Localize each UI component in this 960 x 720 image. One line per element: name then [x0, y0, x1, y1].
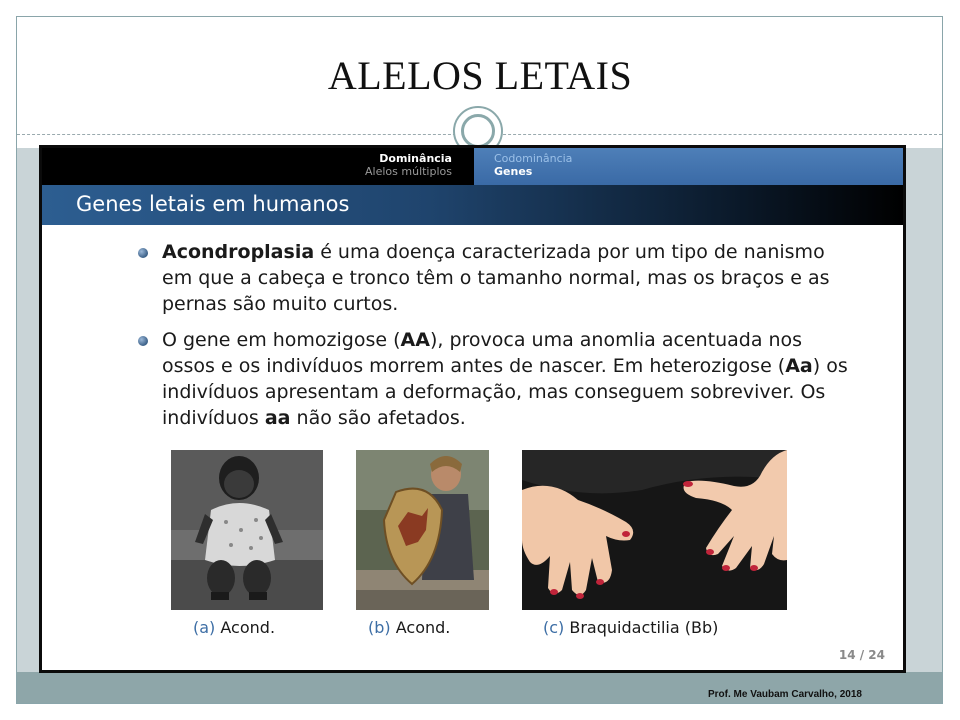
figure-caption-c — [543, 618, 718, 637]
bullet-text: é uma doença caracterizada por um tipo de nanismo em que a cabeça e tronco têm o tamanho normal, mas os braços e as pernas são muito curtos. — [162, 241, 830, 315]
nav-link-genes[interactable]: Genes — [494, 165, 533, 178]
nav-link-codominancia[interactable]: Codominância — [494, 152, 573, 165]
figure-caption-text: Braquidactilia (Bb) — [569, 618, 719, 637]
bullet-icon — [138, 248, 148, 258]
frame-title-bar — [42, 185, 903, 225]
bullet-item-homozigose — [138, 327, 858, 431]
figure-label: (c) — [543, 618, 565, 637]
nav-link-alelos-multiplos[interactable]: Alelos múltiplos — [365, 165, 452, 178]
bullet-icon — [138, 336, 148, 346]
bullet-item-acondroplasia — [138, 239, 858, 317]
nav-section-right — [474, 148, 903, 185]
photo-a-achondroplasia-child — [171, 450, 323, 610]
author-credit: Prof. Me Vaubam Carvalho, 2018 — [708, 689, 862, 700]
photo-b-actor-with-shield — [356, 450, 489, 610]
figure-label: (b) — [368, 618, 391, 637]
bullet-text: O gene em homozigose ( — [162, 329, 401, 351]
figure-caption-text: Acond. — [220, 618, 276, 637]
figure-label: (a) — [193, 618, 216, 637]
frame-title: Genes letais em humanos — [76, 192, 350, 216]
embedded-slide — [39, 145, 906, 673]
nav-section-left — [365, 152, 452, 178]
figure-caption-b — [368, 618, 450, 637]
slide-page-number: 14 / 24 — [838, 648, 885, 662]
bullet-list — [138, 239, 858, 441]
nav-link-dominancia[interactable]: Dominância — [379, 152, 452, 165]
bullet-text: ), provoca uma anomlia acentuada nos ossos e os indivíduos morrem antes de nascer. Em heterozigose ( — [162, 329, 803, 377]
genotype-aa: aa — [264, 407, 291, 429]
page-title: ALELOS LETAIS — [327, 53, 633, 98]
genotype-Aa: Aa — [785, 355, 813, 377]
genotype-AA: AA — [400, 329, 430, 351]
figure-caption-text: Acond. — [395, 618, 451, 637]
bullet-term: Acondroplasia — [162, 241, 315, 263]
bullet-text: não são afetados. — [290, 407, 466, 429]
beamer-navigation-bar — [42, 148, 903, 185]
photo-c-brachydactyly-hands — [522, 450, 787, 610]
bullet-text: ) os indivíduos apresentam a deformação, mas conseguem sobreviver. Os indivíduos — [162, 355, 848, 429]
figure-caption-a — [193, 618, 275, 637]
